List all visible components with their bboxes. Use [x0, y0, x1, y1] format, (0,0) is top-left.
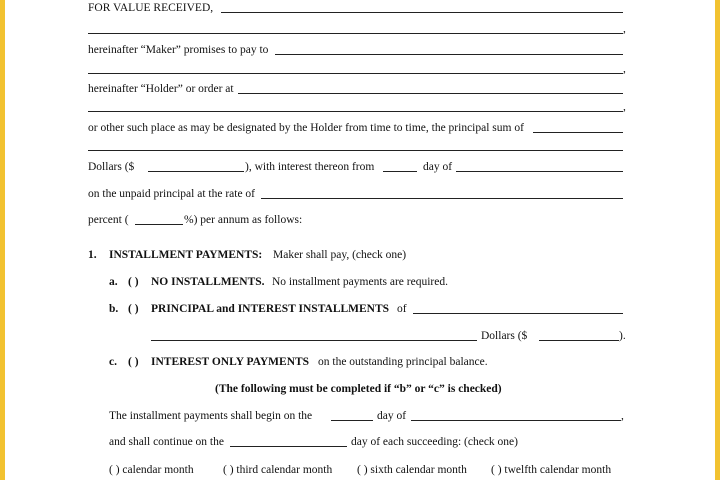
option-calendar-month[interactable]: ( ) calendar month — [109, 464, 194, 476]
installment-dollar-blank[interactable] — [539, 340, 619, 341]
continue-label: and shall continue on the — [109, 436, 224, 448]
day-of-label: day of — [423, 161, 453, 173]
option-a-label: a. — [109, 276, 118, 288]
option-twelfth-calendar-month[interactable]: ( ) twelfth calendar month — [491, 464, 612, 476]
principal-sum-label: or other such place as may be designated by the Holder from time to time, the principal sum of — [88, 122, 524, 134]
percent-label: percent ( — [88, 214, 129, 226]
begin-month-blank[interactable] — [411, 420, 621, 421]
interest-month-blank[interactable] — [456, 171, 623, 172]
dollars-label: Dollars ($ — [88, 161, 135, 173]
maker-name-blank[interactable] — [221, 12, 623, 13]
installment-amount-words-blank-2[interactable] — [151, 340, 477, 341]
principal-words-blank[interactable] — [88, 150, 623, 151]
begin-day-of-label: day of — [377, 410, 407, 422]
option-b-label: b. — [109, 303, 119, 315]
comma: , — [621, 410, 624, 422]
option-sixth-calendar-month[interactable]: ( ) sixth calendar month — [357, 464, 467, 476]
comma: , — [623, 63, 626, 75]
option-b-checkbox[interactable]: ( ) — [128, 303, 139, 315]
holder-order-label: hereinafter “Holder” or order at — [88, 83, 234, 95]
payee-name-blank[interactable] — [275, 54, 623, 55]
rate-words-blank[interactable] — [261, 198, 623, 199]
closing-paren: ). — [619, 330, 626, 342]
option-a-checkbox[interactable]: ( ) — [128, 276, 139, 288]
installment-payments-heading: INSTALLMENT PAYMENTS: — [109, 249, 263, 261]
each-succeeding-label: day of each succeeding: (check one) — [351, 436, 518, 448]
no-installments-text: No installment payments are required. — [272, 276, 448, 288]
comma: , — [623, 23, 626, 35]
interest-only-title: INTEREST ONLY PAYMENTS — [151, 356, 310, 368]
completion-note: (The following must be completed if “b” or “c” is checked) — [215, 383, 502, 395]
installment-amount-words-blank[interactable] — [413, 313, 623, 314]
section-number: 1. — [88, 249, 97, 261]
option-c-label: c. — [109, 356, 117, 368]
promissory-note-page — [5, 0, 715, 480]
no-installments-title: NO INSTALLMENTS. — [151, 276, 265, 288]
dollar-amount-blank[interactable] — [148, 171, 244, 172]
interest-only-text: on the outstanding principal balance. — [318, 356, 488, 368]
option-c-checkbox[interactable]: ( ) — [128, 356, 139, 368]
interest-day-blank[interactable] — [383, 171, 417, 172]
maker-promises-label: hereinafter “Maker” promises to pay to — [88, 44, 269, 56]
rate-label: on the unpaid principal at the rate of — [88, 188, 256, 200]
begin-day-blank[interactable] — [331, 420, 373, 421]
for-value-received-label: FOR VALUE RECEIVED, — [88, 2, 214, 14]
percent-blank[interactable] — [135, 224, 183, 225]
dollars-label-b: Dollars ($ — [481, 330, 528, 342]
payments-begin-label: The installment payments shall begin on the — [109, 410, 313, 422]
holder-location-blank[interactable] — [238, 93, 623, 94]
option-third-calendar-month[interactable]: ( ) third calendar month — [223, 464, 333, 476]
principal-interest-title: PRINCIPAL and INTEREST INSTALLMENTS — [151, 303, 390, 315]
holder-location-blank-2[interactable] — [88, 111, 623, 112]
payee-address-blank[interactable] — [88, 73, 623, 74]
interest-from-label: ), with interest thereon from — [245, 161, 375, 173]
check-one-label: Maker shall pay, (check one) — [273, 249, 407, 261]
per-annum-label: %) per annum as follows: — [184, 214, 303, 226]
continue-day-blank[interactable] — [230, 446, 347, 447]
comma: , — [623, 101, 626, 113]
maker-address-blank[interactable] — [88, 33, 623, 34]
principal-sum-blank[interactable] — [533, 132, 623, 133]
of-label: of — [397, 303, 407, 315]
